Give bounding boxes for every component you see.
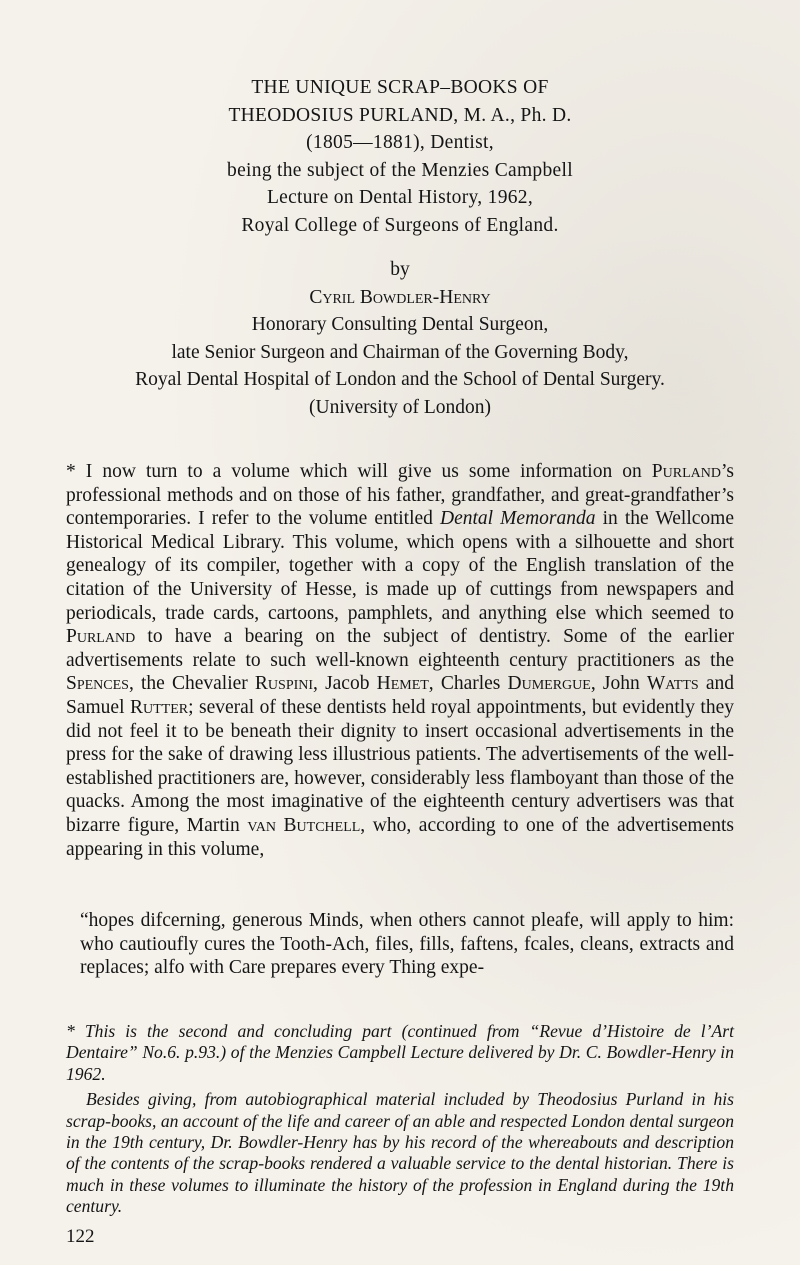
name-hemet: Hemet [376, 673, 429, 695]
body-text-segment: , Charles [428, 673, 508, 695]
author-role-4: (University of London) [309, 396, 491, 418]
body-text-segment: , the Chevalier [128, 673, 255, 695]
book-title-dental-memoranda: Dental Memoranda [440, 508, 596, 530]
body-text-segment: , John [590, 673, 647, 695]
block-quote: “hopes difcerning, generous Minds, when others cannot pleafe, will apply to him: who cautioufly cures the Tooth-Ach, files, fills, faftens, fcales, cleans, extracts and replaces; alfo with Care prepares every Thing expe- [80, 910, 734, 979]
page-number: 122 [66, 1226, 95, 1247]
byline-block [0, 256, 800, 421]
body-text-segment: and Samuel [66, 673, 735, 718]
title-line-1: THE UNIQUE SCRAP–BOOKS OF [251, 77, 549, 98]
body-text-segment: , Jacob [313, 673, 377, 695]
body-text-segment: in the Wellcome Historical Medical Library. This volume, which opens with a silhouette and short genealogy of its compiler, together with a copy of the English translation of the citation of the University of Hesse, is made up of cuttings from newspapers and periodicals, trade cards, cartoons, pamphlets, and anything else which seemed to [66, 508, 734, 624]
title-institution: Royal College of Surgeons of England. [241, 214, 559, 236]
title-line-2: THEODOSIUS PURLAND, M. A., Ph. D. [228, 104, 572, 126]
name-ruspini: Ruspini [254, 673, 314, 695]
article-title-block [0, 74, 800, 239]
body-text-segment: ; several of these dentists held royal appointments, but evidently they did not feel it to be beneath their dignity to insert occasional advertisements in the press for the sake of drawing less illustrious patients. The advertisements of the well-established practitioners are, however, considerably less flamboyant than those of the quacks. Among the most imaginative of the eighteenth century advertisers was that bizarre figure, Martin [66, 696, 734, 836]
title-dates: (1805—1881), Dentist, [306, 132, 494, 153]
title-lecture: Lecture on Dental History, 1962, [266, 187, 534, 208]
name-van-butchell: van Butchell [247, 814, 361, 836]
footnote-paragraph-1: * This is the second and concluding part (continued from “Revue d’Histoire de l’Art Dentaire” No.6. p.93.) of the Menzies Campbell Lecture delivered by Dr. C. Bowdler-Henry in 1962. [66, 1021, 734, 1084]
footnote-paragraph-2: Besides giving, from autobiographical material included by Theodosius Purland in his scrap-books, an account of the life and career of an able and respected London dental surgeon in the 19th century, Dr. Bowdler-Henry has by his record of the whereabouts and description of the contents of the scrap-books rendered a valuable service to the dental historian. There is much in these volumes to illuminate the history of the profession in England during the 19th century. [66, 1089, 734, 1217]
name-dumergue: Dumergue [507, 673, 591, 695]
name-purland: Purland [651, 461, 721, 482]
name-rutter: Rutter [129, 696, 189, 718]
author-role-2: late Senior Surgeon and Chairman of the Governing Body, [171, 341, 629, 363]
body-text-segment: ’s professional methods and on those of his father, grandfather, and great-grandfather’s contemporaries. I refer to the volume entitled [66, 461, 734, 530]
body-text-segment: to have a bearing on the subject of dentistry. Some of the earlier advertisements relate to such well-known eighteenth century practitioners as the [66, 626, 734, 671]
author-name: Cyril Bowdler-Henry [309, 286, 491, 308]
byline-by: by [390, 259, 410, 280]
name-purland: Purland [66, 626, 136, 648]
title-subject: being the subject of the Menzies Campbell [227, 159, 573, 181]
body-paragraph [66, 460, 734, 861]
author-role-1: Honorary Consulting Dental Surgeon, [251, 314, 549, 335]
body-text-segment: * I now turn to a volume which will give us some information on [66, 461, 652, 482]
name-watts: Watts [646, 673, 699, 695]
author-role-3: Royal Dental Hospital of London and the School of Dental Surgery. [135, 369, 665, 390]
body-text-segment: , who, according to one of the advertisements appearing in this volume, [66, 814, 734, 860]
footnote [66, 1021, 734, 1222]
name-spences: Spences [66, 673, 129, 695]
